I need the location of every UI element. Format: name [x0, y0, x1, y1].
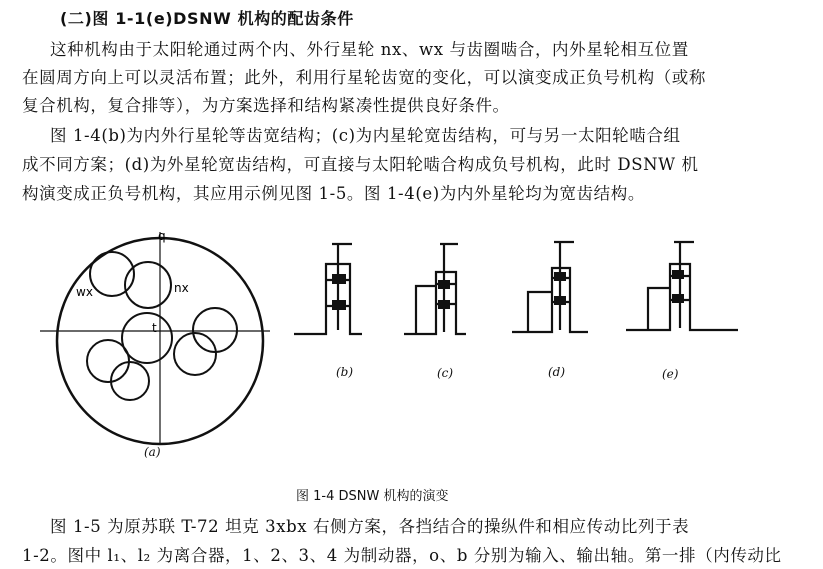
inner-planet-left-circle	[87, 340, 129, 382]
paragraph-1-line-1: 这种机构由于太阳轮通过两个内、外行星轮 nx、wx 与齿圈啮合，内外星轮相互位置	[50, 40, 689, 59]
panel-label-c: (c)	[437, 366, 454, 380]
label-q: q	[158, 229, 166, 243]
paragraph-1-line-3: 复合机构，复合排等），为方案选择和结构紧凑性提供良好条件。	[22, 96, 510, 115]
label-nx: nx	[174, 281, 189, 295]
label-wx: wx	[76, 285, 93, 299]
paragraph-2-line-3: 构演变成正负号机构，其应用示例见图 1-5。图 1-4(e)为内外星轮均为宽齿结构。	[22, 184, 645, 203]
panel-label-e: (e)	[662, 367, 679, 381]
figure-b-schematic	[290, 230, 390, 342]
figure-c-schematic	[400, 232, 490, 344]
figure-d-schematic	[508, 232, 598, 344]
paragraph-2-line-1: 图 1-4(b)为内外行星轮等齿宽结构；(c)为内星轮宽齿结构，可与另一太阳轮啮合组	[50, 126, 681, 145]
sun-gear-circle	[122, 313, 172, 363]
figure-caption: 图 1-4 DSNW 机构的演变	[296, 489, 449, 504]
paragraph-3-line-1: 图 1-5 为原苏联 T-72 坦克 3xbx 右侧方案，各挡结合的操纵件和相应传动比列于表	[50, 517, 690, 536]
figure-a-planetary-diagram	[40, 228, 270, 460]
panel-label-b: (b)	[336, 365, 354, 379]
section-heading: (二)图 1-1(e)DSNW 机构的配齿条件	[60, 9, 354, 28]
paragraph-1-line-2: 在圆周方向上可以灵活布置；此外，利用行星轮齿宽的变化，可以演变成正负号机构（或称	[22, 68, 706, 87]
panel-label-a: (a)	[144, 445, 161, 459]
panel-label-d: (d)	[548, 365, 566, 379]
paragraph-2-line-2: 成不同方案；(d)为外星轮宽齿结构，可直接与太阳轮啮合构成负号机构，此时 DSNW 机	[22, 155, 699, 174]
label-t: t	[152, 321, 157, 335]
paragraph-3-line-2: 1-2。图中 l₁、l₂ 为离合器，1、2、3、4 为制动器，o、b 分别为输入、输出轴。第一排（内传动比	[22, 546, 782, 565]
figure-e-schematic	[620, 234, 740, 340]
